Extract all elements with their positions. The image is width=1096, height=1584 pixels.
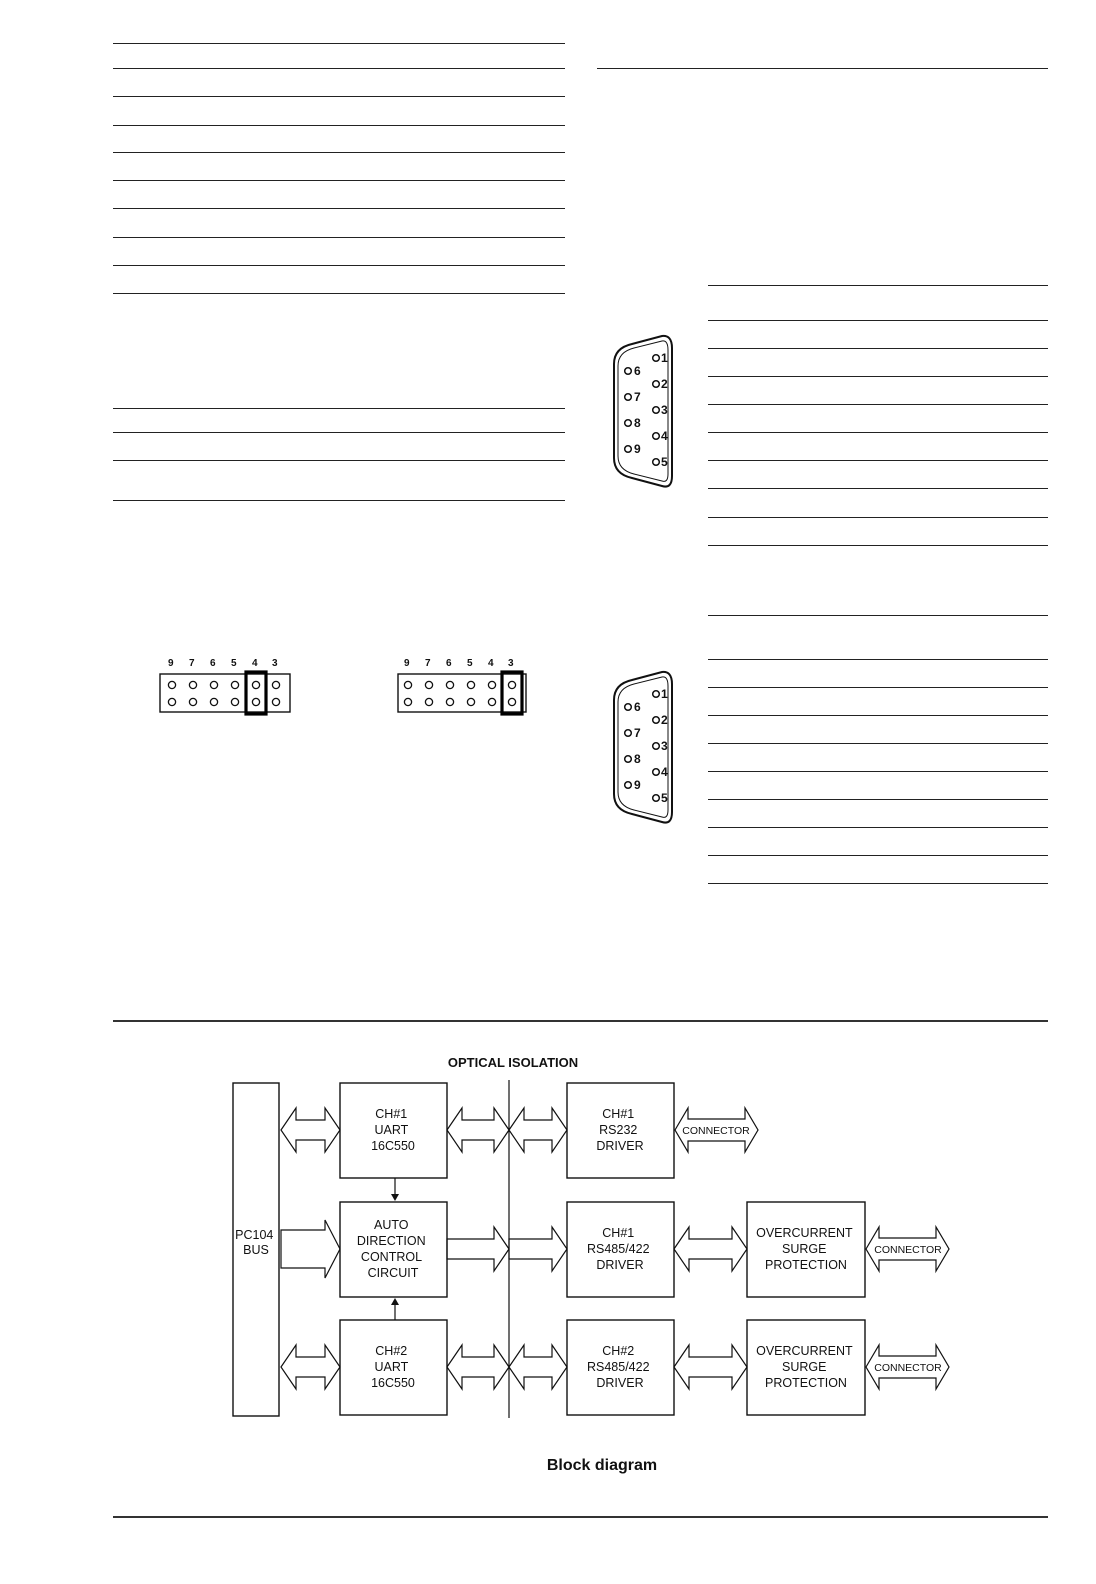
bidirectional-arrow xyxy=(674,1227,747,1271)
jumper-label: 6 xyxy=(210,658,216,669)
ch2-rs485-driver-label: CH#2 RS485/422 DRIVER xyxy=(586,1344,650,1390)
pin-hole xyxy=(653,381,660,388)
diagram-caption: Block diagram xyxy=(546,1457,658,1474)
pin-label: 6 xyxy=(634,364,641,378)
connector-label-2: CONNECTOR xyxy=(874,1244,942,1256)
unidirectional-arrow xyxy=(281,1220,340,1278)
pin-label: 9 xyxy=(634,778,641,792)
pin-hole xyxy=(625,446,632,453)
diagram-title: OPTICAL ISOLATION xyxy=(447,1055,579,1070)
pin-label: 7 xyxy=(634,390,641,404)
pin-hole xyxy=(625,420,632,427)
ch1-rs485-driver-label: CH#1 RS485/422 DRIVER xyxy=(586,1226,650,1272)
connector-label-3: CONNECTOR xyxy=(874,1362,942,1374)
pin-label: 4 xyxy=(661,429,668,443)
bidirectional-arrow xyxy=(281,1345,340,1389)
pin-hole xyxy=(625,394,632,401)
arrow-down xyxy=(391,1194,399,1201)
bidirectional-arrow xyxy=(447,1108,509,1152)
pin-label: 5 xyxy=(661,455,668,469)
connector-label-1: CONNECTOR xyxy=(682,1125,750,1137)
protection-label-1: OVERCURRENT SURGE PROTECTION xyxy=(756,1226,853,1272)
auto-direction-label: AUTO DIRECTION CONTROL CIRCUIT xyxy=(356,1218,426,1280)
bidirectional-arrow xyxy=(509,1345,567,1389)
pin-hole xyxy=(653,717,660,724)
pin-label: 1 xyxy=(661,351,668,365)
pin-hole xyxy=(625,368,632,375)
pin-label: 1 xyxy=(661,687,668,701)
pin-label: 2 xyxy=(661,713,668,727)
jumper-label: 3 xyxy=(508,658,514,669)
pin-label: 9 xyxy=(634,442,641,456)
db9-connector-1 xyxy=(614,336,672,487)
jumper-cap xyxy=(246,672,266,714)
jumper-block-1 xyxy=(160,658,290,714)
jumper-label: 4 xyxy=(252,658,258,669)
pin-label: 5 xyxy=(661,791,668,805)
bidirectional-arrow xyxy=(281,1108,340,1152)
pin-hole xyxy=(625,730,632,737)
ch2-uart-label: CH#2 UART 16C550 xyxy=(371,1344,415,1390)
pin-hole xyxy=(653,691,660,698)
pin-label: 2 xyxy=(661,377,668,391)
pin-hole xyxy=(653,355,660,362)
jumper-label: 4 xyxy=(488,658,494,669)
pin-label: 8 xyxy=(634,752,641,766)
pin-label: 3 xyxy=(661,739,668,753)
pin-hole xyxy=(653,459,660,466)
unidirectional-arrow xyxy=(509,1227,567,1271)
pin-hole xyxy=(625,756,632,763)
bidirectional-arrow xyxy=(447,1345,509,1389)
pin-hole xyxy=(653,433,660,440)
ch1-uart-label: CH#1 UART 16C550 xyxy=(371,1107,415,1153)
jumper-label: 7 xyxy=(425,658,431,669)
ch1-rs232-driver-label: CH#1 RS232 DRIVER xyxy=(596,1107,644,1153)
bidirectional-arrow xyxy=(509,1108,567,1152)
pin-hole xyxy=(625,704,632,711)
jumper-cap xyxy=(502,672,522,714)
jumper-label: 5 xyxy=(231,658,237,669)
jumper-label: 5 xyxy=(467,658,473,669)
jumper-header xyxy=(160,674,290,712)
pin-hole xyxy=(653,769,660,776)
block-diagram xyxy=(233,1055,949,1474)
arrow-up xyxy=(391,1298,399,1305)
jumper-label: 9 xyxy=(404,658,410,669)
jumper-label: 6 xyxy=(446,658,452,669)
pc104-bus-label: PC104 BUS xyxy=(235,1228,274,1257)
unidirectional-arrow xyxy=(447,1227,509,1271)
jumper-header xyxy=(398,674,526,712)
pin-label: 6 xyxy=(634,700,641,714)
db9-connector-2 xyxy=(614,672,672,823)
pin-hole xyxy=(625,782,632,789)
jumper-label: 7 xyxy=(189,658,195,669)
pin-label: 7 xyxy=(634,726,641,740)
jumper-label: 9 xyxy=(168,658,174,669)
pin-hole xyxy=(653,743,660,750)
jumper-block-2 xyxy=(398,658,526,714)
pin-hole xyxy=(653,795,660,802)
jumper-label: 3 xyxy=(272,658,278,669)
pin-label: 4 xyxy=(661,765,668,779)
pin-label: 8 xyxy=(634,416,641,430)
bidirectional-arrow xyxy=(674,1345,747,1389)
protection-label-2: OVERCURRENT SURGE PROTECTION xyxy=(756,1344,853,1390)
pin-hole xyxy=(653,407,660,414)
pin-label: 3 xyxy=(661,403,668,417)
